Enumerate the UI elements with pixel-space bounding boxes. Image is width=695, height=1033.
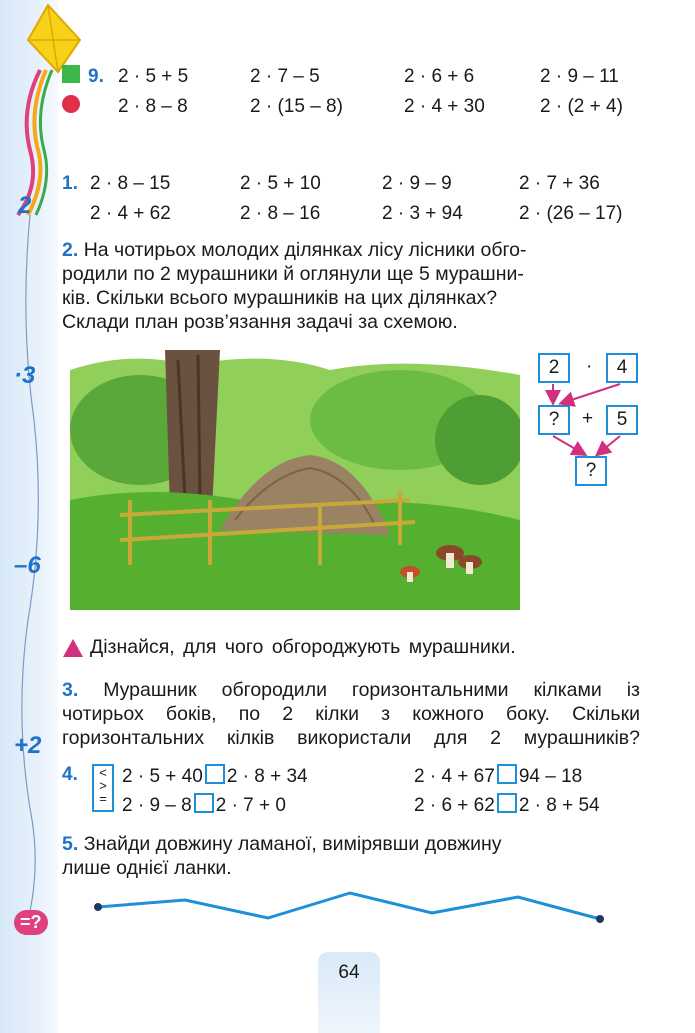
expression: 2 · 7 + 0 (215, 795, 286, 816)
expression: 94 – 18 (518, 766, 583, 787)
expression: 2 · 6 + 6 (404, 66, 475, 87)
expression: 2 · 8 + 54 (518, 795, 600, 816)
green-square-marker (62, 65, 80, 83)
task4-pair (122, 793, 286, 817)
task3-text (62, 678, 640, 750)
task3-line: горизонтальних кілків використали для 2 мурашників? (62, 727, 640, 749)
task2-line: Склади план розв’язання задачі за схемою. (62, 311, 458, 333)
task4-pair (122, 764, 308, 788)
sign: > (99, 778, 107, 793)
expression: 2 · 5 + 40 (122, 766, 203, 787)
expression: 2 · 7 – 5 (250, 66, 320, 87)
sign: < (99, 765, 107, 780)
task4-number: 4. (62, 764, 78, 785)
task5-text (62, 832, 640, 880)
task3-line: чотирьох боків, по 2 кілки з кожного боку. Скільки (62, 703, 640, 725)
margin-number-plus2: +2 (14, 732, 42, 759)
task2-number: 2. (62, 239, 79, 261)
task1-number: 1. (62, 173, 78, 194)
expression: 2 · 9 – 9 (382, 173, 452, 194)
expression: 2 · 7 + 36 (519, 173, 600, 194)
task2-line: ків. Скільки всього мурашників на цих ділянках? (62, 287, 498, 309)
answer-box[interactable] (194, 793, 214, 813)
expression: 2 · (2 + 4) (540, 96, 623, 117)
sign: = (99, 791, 107, 806)
expression: 2 · (15 – 8) (250, 96, 343, 117)
comparison-signs-box (92, 764, 114, 812)
expression: 2 · 4 + 62 (90, 203, 171, 224)
task5-number: 5. (62, 833, 79, 855)
answer-box[interactable] (497, 793, 517, 813)
page-number: 64 (318, 952, 380, 1033)
task9-number: 9. (88, 66, 104, 87)
margin-number-equals-question: =? (14, 910, 48, 935)
expression: 2 · 8 – 16 (240, 203, 321, 224)
scheme-box-question2: ? (575, 456, 607, 486)
red-circle-marker (62, 95, 80, 113)
task3-number: 3. (62, 679, 79, 701)
expression: 2 · 8 + 34 (226, 766, 308, 787)
task2-line: родили по 2 мурашники й оглянули ще 5 мурашни- (62, 263, 524, 285)
task4-pair (414, 764, 582, 788)
expression: 2 · (26 – 17) (519, 203, 623, 224)
margin-number-2: 2 (18, 192, 32, 219)
expression: 2 · 4 + 67 (414, 766, 495, 787)
scheme-box-5: 5 (606, 405, 638, 435)
scheme-box-2: 2 (538, 353, 570, 383)
expression: 2 · 6 + 62 (414, 795, 495, 816)
task5-line: лише однієї ланки. (62, 857, 232, 879)
scheme-box-question1: ? (538, 405, 570, 435)
expression: 2 · 3 + 94 (382, 203, 463, 224)
task4-pair (414, 793, 600, 817)
task5-line: Знайди довжину ламаної, вимірявши довжину (83, 833, 502, 855)
kite-string (0, 0, 60, 1033)
expression: 2 · 5 + 10 (240, 173, 321, 194)
expression: 2 · 9 – 11 (540, 66, 619, 87)
expression: 2 · 8 – 15 (90, 173, 171, 194)
answer-box[interactable] (205, 764, 225, 784)
scheme-plus-sign: + (582, 408, 594, 429)
answer-box[interactable] (497, 764, 517, 784)
expression: 2 · 5 + 5 (118, 66, 189, 87)
margin-number-times3: ·3 (14, 362, 36, 389)
triangle-task-text: Дізнайся, для чого обгороджують мурашники. (90, 636, 516, 658)
pink-triangle-marker (62, 638, 84, 658)
scheme-box-4: 4 (606, 353, 638, 383)
margin-number-minus6: –6 (14, 552, 41, 579)
task3-line: Мурашник обгородили горизонтальними кілками із (103, 679, 640, 701)
task2-line: На чотирьох молодих ділянках лісу лісники обго- (83, 239, 527, 261)
scheme-multiply-sign: · (586, 356, 593, 377)
expression: 2 · 8 – 8 (118, 96, 188, 117)
expression: 2 · 9 – 8 (122, 795, 192, 816)
expression: 2 · 4 + 30 (404, 96, 485, 117)
task2-text (62, 238, 640, 334)
anthill-illustration (70, 350, 520, 610)
